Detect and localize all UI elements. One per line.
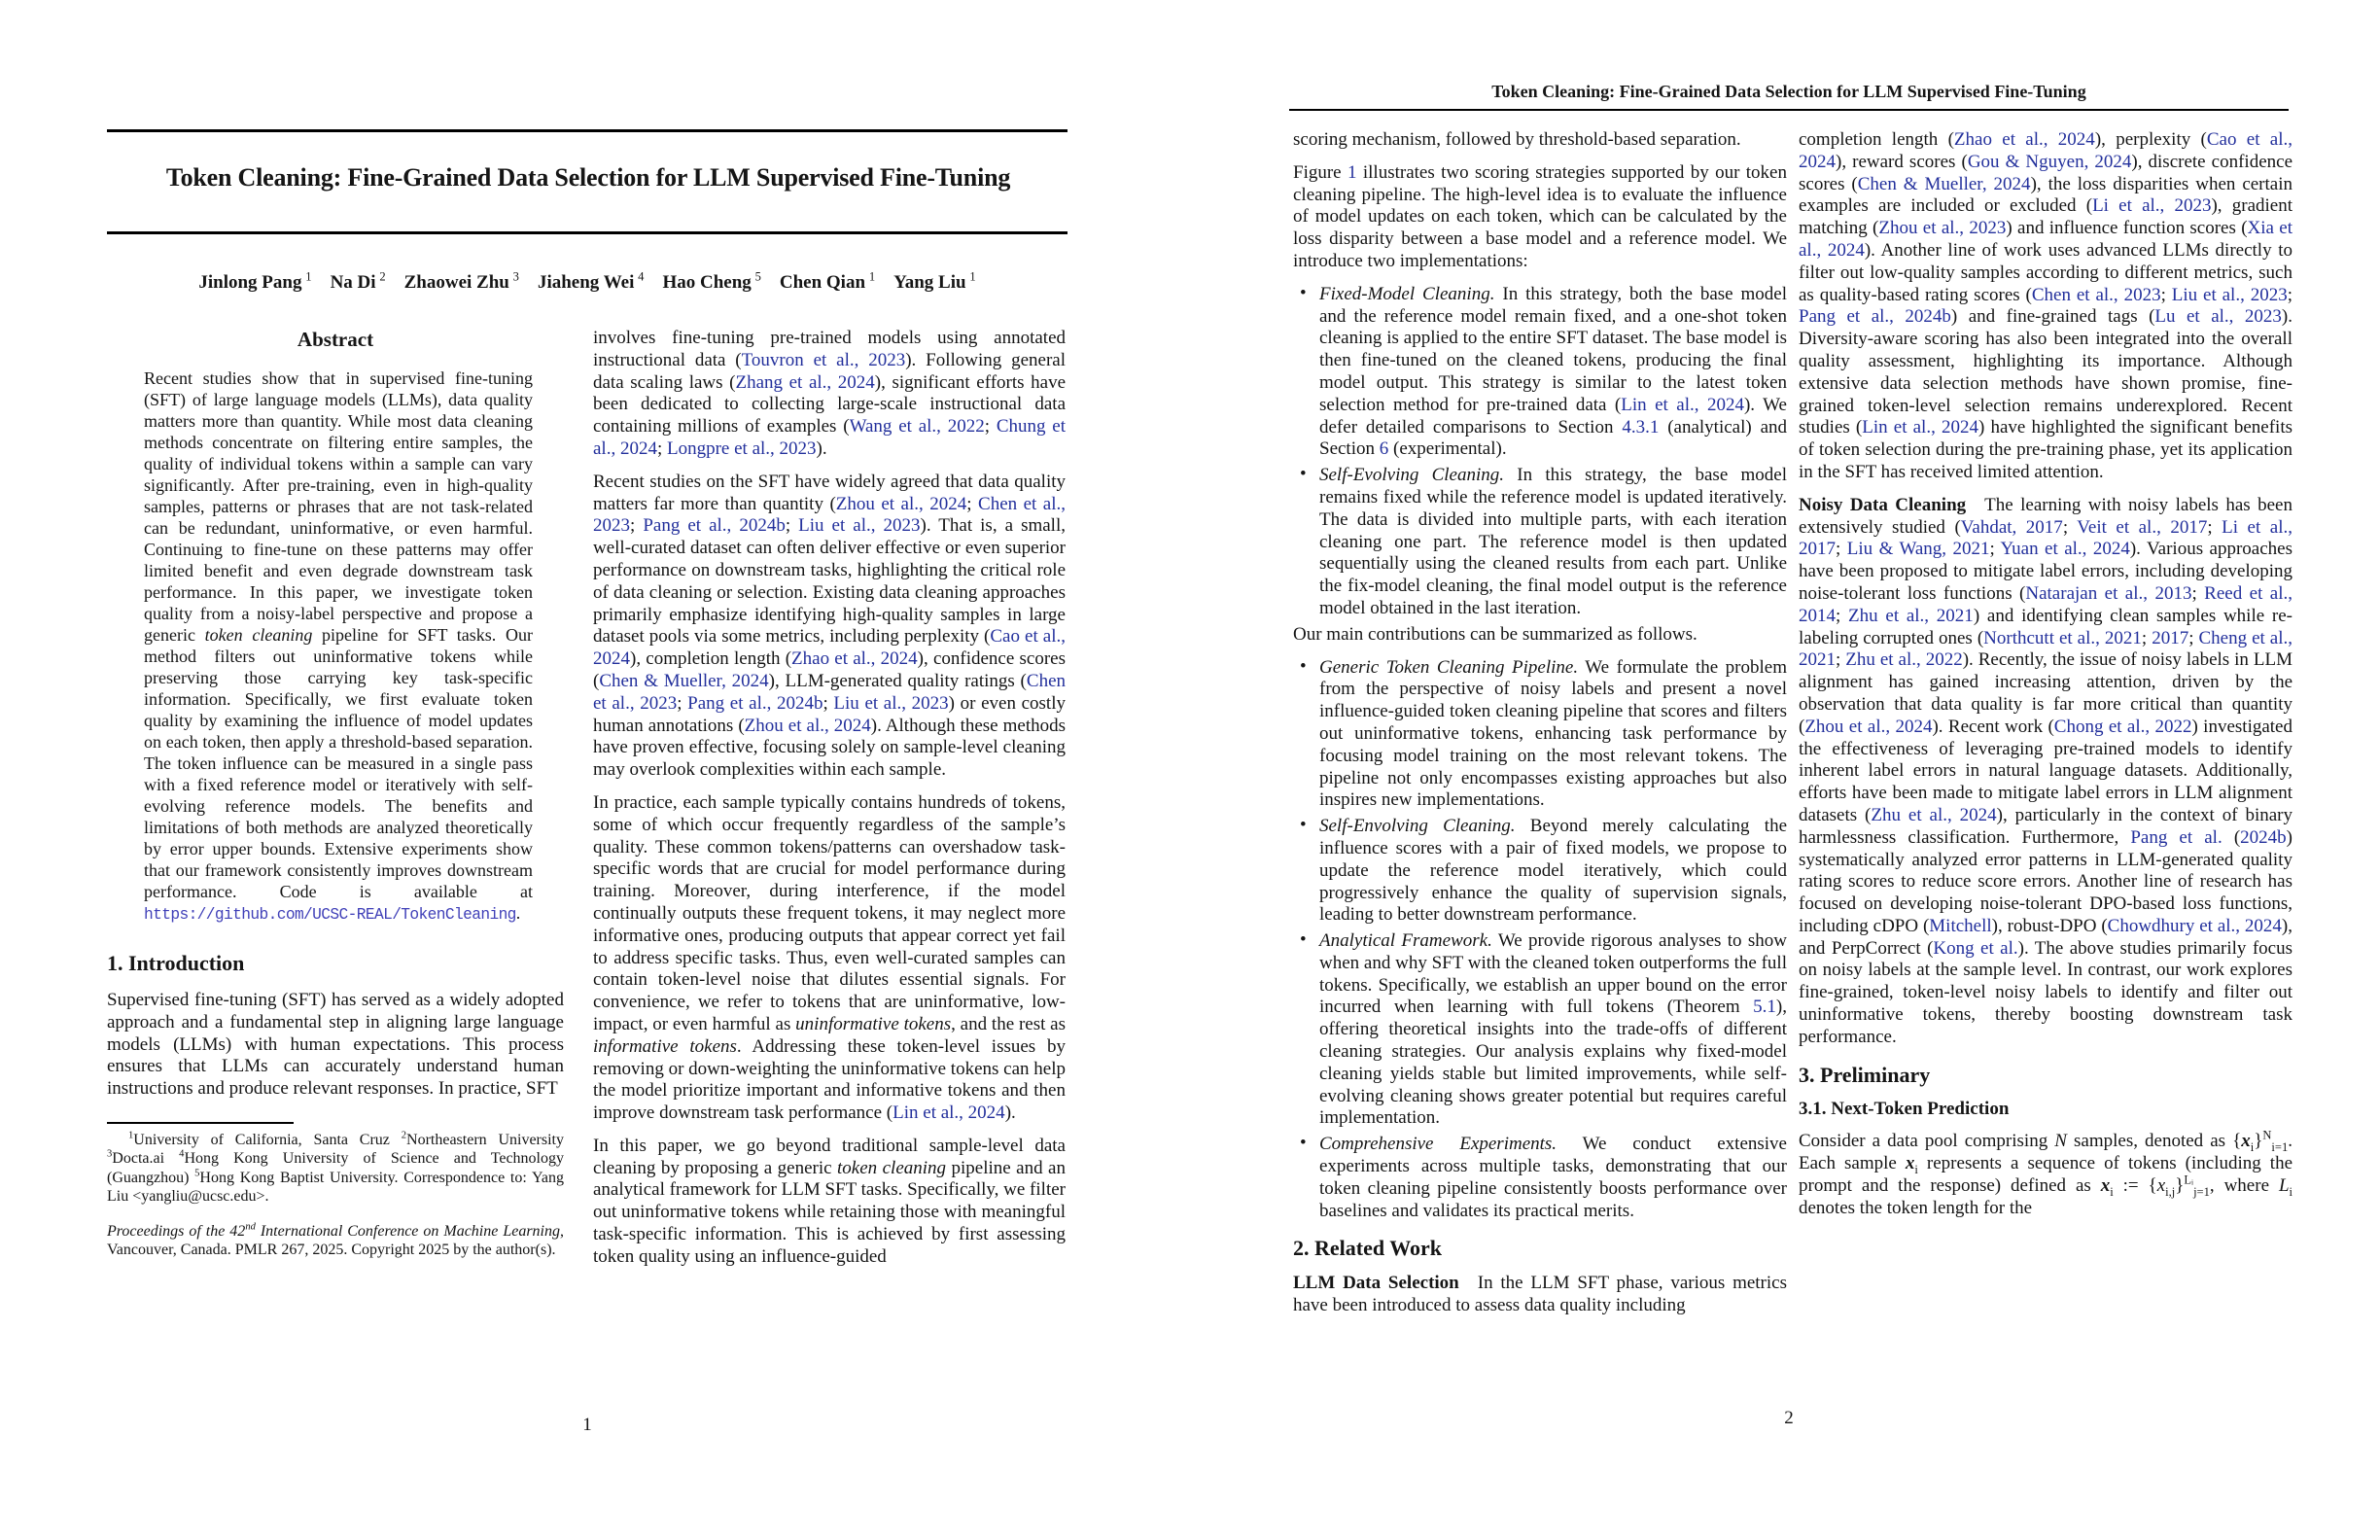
page2-column-right — [1799, 129, 2292, 1230]
citation-link[interactable]: Liu et al., 2023 — [798, 515, 921, 537]
citation-link[interactable]: Chung et al., 2024 — [593, 416, 1066, 459]
citation-link[interactable]: Zhou et al., 2023 — [1878, 218, 2007, 239]
title-rule-top — [107, 129, 1068, 132]
citation-link[interactable]: Lin et al., 2024 — [1621, 394, 1744, 415]
bullet-text: Generic Token Cleaning Pipeline. We formulate the problem from the perspective of noisy labels and present a novel influence-guided token cleaning pipeline that scores and filters out uninformative tokens, enhancing task performance by focusing model training on the most relevant tokens. The pipeline not only encompasses existing approaches but also inspires new implementations. — [1319, 656, 1787, 811]
citation-link[interactable]: Pang et al., 2024b — [643, 515, 786, 537]
page-number-2: 2 — [1784, 1408, 1794, 1428]
citation-link[interactable]: Yuan et al., 2024 — [2000, 539, 2130, 560]
citation-link[interactable]: Xia et al., 2024 — [1799, 218, 2293, 261]
bullet-item — [1293, 284, 1787, 461]
bullet-item — [1293, 930, 1787, 1130]
paragraph: scoring mechanism, followed by threshold-based separation. — [1293, 129, 1741, 150]
citation-link[interactable]: Cao et al., 2024 — [1799, 129, 2293, 172]
paragraph: Consider a data pool comprising N samples, denoted as $\{x_i\}^N_{i=1}$. Each sample $x_i$ represents a sequence of tokens (including the prompt and the response) defined as $x_i$ := $\{x_{i,j}\}^{Lᵢ}_{j=1}$, where $L_i$ denotes the token length for the — [1799, 1128, 2293, 1218]
title-rule-bottom — [107, 231, 1068, 234]
paragraph: In this paper, we go beyond traditional sample-level data cleaning by proposing a generic token cleaning pipeline and an analytical framework for LLM SFT tasks. Specifically, we filter out uninformative tokens while retaining those with meaningful task-specific information. This is achieved by first assessing token quality using an influence-guided — [593, 1135, 1066, 1267]
citation-link[interactable]: 4.3.1 — [1622, 416, 1660, 438]
citation-link[interactable]: 2017 — [2152, 627, 2189, 648]
bullet-icon: • — [1300, 464, 1307, 485]
citation-link[interactable]: Chen et al., 2023 — [593, 493, 1067, 537]
footnote-rule — [107, 1122, 294, 1124]
paragraph: Recent studies on the SFT have widely agreed that data quality matters far more than quantity (Zhou et al., 2024; Chen et al., 2023; Pang et al., 2024b; Liu et al., 2023). That is, a small, well-curated dataset can often deliver effective or even superior performance on downstream tasks, highlighting the critical role of data cleaning or selection. Existing data cleaning approaches primarily emphasize identifying high-quality samples in large dataset pools via some metrics, including perplexity (Cao et al., 2024), completion length (Zhao et al., 2024), confidence scores (Chen & Mueller, 2024), LLM-generated quality ratings (Chen et al., 2023; Pang et al., 2024b; Liu et al., 2023) or even costly human annotations (Zhou et al., 2024). Although these methods have proven effective, focusing solely on sample-level cleaning may overlook complexities within each sample. — [593, 471, 1067, 781]
paragraph: Our main contributions can be summarized as follows. — [1293, 623, 1698, 645]
bullet-icon: • — [1300, 1133, 1307, 1154]
bullet-item — [1293, 816, 1787, 927]
paragraph: completion length (Zhao et al., 2024), perplexity (Cao et al., 2024), reward scores (Gou & Nguyen, 2024), discrete confidence scores (Chen & Mueller, 2024), the loss disparities when certain examples are included or excluded (Li et al., 2023), gradient matching (Zhou et al., 2023) and influence function scores (Xia et al., 2024). Another line of work uses advanced LLMs directly to filter out low-quality samples according to different metrics, such as quality-based rating scores (Chen et al., 2023; Liu et al., 2023; Pang et al., 2024b) and fine-grained tags (Lu et al., 2023). Diversity-aware scoring has also been integrated into the overall quality assessment, highlighting its importance. Although extensive data selection methods have shown promise, fine-grained token-level selection remains underexplored. Recent studies (Lin et al., 2024) have highlighted the significant benefits of token selection during the pre-training phase, yet its application in the SFT has received limited attention. — [1799, 129, 2293, 482]
section-heading: 3. Preliminary — [1799, 1062, 1931, 1087]
citation-link[interactable]: Veit et al., 2017 — [2077, 516, 2208, 538]
citation-link[interactable]: Zhu et al., 2021 — [1848, 605, 1974, 626]
bullet-icon: • — [1300, 282, 1307, 303]
paragraph: Figure 1 illustrates two scoring strategies supported by our token cleaning pipeline. The high-level idea is to evaluate the influence of model updates on each token, which can be calculated by the loss disparity between a base model and a reference model. We introduce two implementations: — [1293, 161, 1787, 271]
citation-link[interactable]: 1 — [1347, 161, 1357, 183]
citation-link[interactable]: Chen & Mueller, 2024 — [599, 670, 769, 691]
citation-link[interactable]: Li et al., 2023 — [2092, 195, 2212, 217]
paper-title: Token Cleaning: Fine-Grained Data Selection for LLM Supervised Fine-Tuning — [165, 163, 1011, 192]
bullet-icon: • — [1300, 929, 1307, 951]
bullet-text: Self-Envolving Cleaning. Beyond merely calculating the influence scores with a pair of fixed models, we propose to update the reference model iteratively, which could progressively enhance the quality of supervision signals, leading to better downstream performance. — [1319, 816, 1787, 926]
citation-link[interactable]: Vahdat, 2017 — [1960, 516, 2063, 538]
citation-link[interactable]: Lin et al., 2024 — [892, 1102, 1005, 1124]
citation-link[interactable]: Li et al., 2017 — [1799, 516, 2292, 560]
paragraph: LLM Data Selection In the LLM SFT phase, various metrics have been introduced to assess data quality including — [1293, 1273, 1787, 1316]
citation-link[interactable]: Zhu et al., 2022 — [1845, 649, 1963, 671]
paragraph: In practice, each sample typically contains hundreds of tokens, some of which occur frequently regardless of the sample’s quality. These common tokens/patterns can overshadow task-specific words that are crucial for model performance during training. Moreover, during interference, if the model continually outputs these frequent tokens, it may neglect more informative ones, producing outputs that appear correct yet fail to address specific tasks. Thus, even well-curated samples can contain token-level noise that dilutes essential signals. For convenience, we refer to tokens that are uninformative, low-impact, or even harmful as uninformative tokens, and the rest as informative tokens. Addressing these token-level issues by removing or down-weighting the uninformative tokens can help the model prioritize important and informative tokens and then improve downstream task performance (Lin et al., 2024). — [593, 791, 1067, 1124]
page-number-1: 1 — [582, 1415, 592, 1435]
citation-link[interactable]: Zhang et al., 2024 — [735, 371, 875, 393]
bullet-item — [1293, 657, 1787, 813]
section-heading: 2. Related Work — [1293, 1236, 1442, 1261]
page-2 — [1190, 0, 2380, 1540]
introduction-paragraph: Supervised fine-tuning (SFT) has served as a widely adopted approach and a fundamental step in aligning large language models (LLMs) with human expectations. This process ensures that LLMs can accurately understand human instructions and produce relevant responses. In practice, SFT — [107, 990, 564, 1100]
proceedings-note: Proceedings of the 42nd International Conference on Machine Learning, Vancouver, Canada. PMLR 267, 2025. Copyright 2025 by the author(s). — [107, 1221, 564, 1259]
authors-line: Jinlong Pang $^1$ Na Di $^2$ Zhaowei Zhu $^3$ Jiaheng Wei $^4$ Hao Cheng $^5$ Chen Qian $^1$ Yang Liu $^1$ — [198, 269, 976, 293]
citation-link[interactable]: 6 — [1379, 438, 1389, 460]
citation-link[interactable]: Mitchell — [1929, 915, 1992, 936]
citation-link[interactable]: Zhou et al., 2024 — [1804, 716, 1933, 737]
citation-link[interactable]: Kong et al. — [1933, 937, 2018, 959]
citation-link[interactable]: Reed et al., 2014 — [1799, 582, 2293, 626]
citation-link[interactable]: Pang et al., 2024b — [687, 692, 823, 714]
citation-link[interactable]: Zhou et al., 2024 — [744, 715, 871, 736]
citation-link[interactable]: Liu et al., 2023 — [833, 692, 949, 714]
page1-column-right — [593, 328, 1066, 1279]
page1-column-left — [107, 328, 564, 1260]
bullet-icon: • — [1300, 815, 1307, 836]
bullet-icon: • — [1300, 655, 1307, 677]
citation-link[interactable]: Chowdhury et al., 2024 — [2107, 915, 2282, 936]
citation-link[interactable]: Pang et al. — [2130, 826, 2222, 848]
citation-link[interactable]: Cao et al., 2024 — [593, 626, 1066, 670]
section-heading: 3.1. Next-Token Prediction — [1799, 1099, 2010, 1120]
citation-link[interactable]: Gou & Nguyen, 2024 — [1967, 151, 2132, 172]
bullet-item — [1293, 1134, 1787, 1222]
bullet-text: Self-Evolving Cleaning. In this strategy, the base model remains fixed while the reference model is updated iteratively. The data is divided into multiple parts, with each iteration cleaning one part. The reference model is then updated sequentially using the cleaned results from each part. Unlike the fix-model cleaning, the final model output is the reference model obtained in the last iteration. — [1319, 465, 1788, 618]
paragraph: involves fine-tuning pre-trained models using annotated instructional data (Touvron et al., 2023). Following general data scaling laws (Zhang et al., 2024), significant efforts have been dedicated to collecting large-scale instructional data containing millions of examples (Wang et al., 2022; Chung et al., 2024; Longpre et al., 2023). — [593, 328, 1067, 459]
bullet-item — [1293, 465, 1787, 620]
abstract-heading: Abstract — [297, 328, 374, 351]
footnote-text: $^1$University of California, Santa Cruz $^2$Northeastern University $^3$Docta.ai $^4$Hong Kong University of Science and Technology (Guangzhou) $^5$Hong Kong Baptist University. Correspondence to: Yang Liu <yangliu@ucsc.edu>. — [107, 1130, 565, 1206]
citation-link[interactable]: Zhao et al., 2024 — [791, 648, 918, 670]
citation-link[interactable]: Zhao et al., 2024 — [1953, 129, 2095, 150]
page2-column-left — [1293, 129, 1787, 1328]
citation-link[interactable]: Chen et al., 2023 — [593, 670, 1066, 714]
paragraph: Noisy Data Cleaning The learning with noisy labels has been extensively studied (Vahdat, 2017; Veit et al., 2017; Li et al., 2017; Liu & Wang, 2021; Yuan et al., 2024). Various approaches have been proposed to mitigate label errors, including developing noise-tolerant loss functions (Natarajan et al., 2013; Reed et al., 2014; Zhu et al., 2021) and identifying clean samples while re-labeling corrupted ones (Northcutt et al., 2021; 2017; Cheng et al., 2021; Zhu et al., 2022). Recently, the issue of noisy labels in LLM alignment has gained increasing attention, driven by the observation that data quality is far more critical than quantity (Zhou et al., 2024). Recent work (Chong et al., 2022) investigated the effectiveness of leveraging pre-trained models to identify inherent label errors in natural language datasets. Additionally, efforts have been made to mitigate label errors in LLM alignment datasets (Zhu et al., 2024), particularly in the context of binary harmlessness classification. Furthermore, Pang et al. (2024b) systematically analyzed error patterns in LLM-generated quality rating scores to reduce score errors. Another line of research has focused on developing noise-tolerant DPO-based loss functions, including cDPO (Mitchell), robust-DPO (Chowdhury et al., 2024), and PerpCorrect (Kong et al.). The above studies primarily focus on noisy labels at the sample level. In contrast, our work explores fine-grained, token-level noisy labels to identify and filter out uninformative tokens, thereby boosting downstream task performance. — [1799, 494, 2293, 1047]
citation-link[interactable]: Northcutt et al., 2021 — [1983, 627, 2142, 648]
citation-link[interactable]: Lu et al., 2023 — [2154, 306, 2282, 328]
bullet-text: Fixed-Model Cleaning. In this strategy, both the base model and the reference model remain fixed, and a one-shot token cleaning is applied to the entire SFT dataset. The base model is then fine-tuned on the cleaned tokens, producing the final model output. This strategy is similar to the latest token selection method for pre-trained data (Lin et al., 2024). We defer detailed comparisons to Section 4.3.1 (analytical) and Section 6 (experimental). — [1319, 283, 1788, 460]
citation-link[interactable]: Liu et al., 2023 — [2171, 284, 2288, 305]
running-header-rule — [1289, 109, 2289, 111]
citation-link[interactable]: Zhou et al., 2024 — [835, 493, 967, 514]
citation-link[interactable]: Chong et al., 2022 — [2053, 716, 2192, 737]
citation-link[interactable]: Cheng et al., 2021 — [1799, 627, 2292, 671]
citation-link[interactable]: 2024b — [2240, 826, 2287, 848]
citation-link[interactable]: 5.1 — [1753, 997, 1776, 1018]
citation-link[interactable]: Wang et al., 2022 — [849, 416, 985, 438]
citation-link[interactable]: Liu & Wang, 2021 — [1846, 539, 1990, 560]
abstract-text: Recent studies show that in supervised fine-tuning (SFT) of large language models (LLMs), data quality matters more than quantity. While most data cleaning methods concentrate on filtering entire samples, the quality of individual tokens within a sample can vary significantly. After pre-training, even in high-quality samples, patterns or phrases that are not task-related can be redundant, uninformative, or even harmful. Continuing to fine-tune on these patterns may offer limited benefit and even degrade downstream task performance. In this paper, we investigate token quality from a noisy-label perspective and propose a generic token cleaning pipeline for SFT tasks. Our method filters out uninformative tokens while preserving those carrying key task-specific information. Specifically, we first evaluate token quality by examining the influence of model updates on each token, then apply a threshold-based separation. The token influence can be measured in a single pass with a fixed reference model or iteratively with self-evolving reference models. The benefits and limitations of both methods are analyzed theoretically by error upper bounds. Extensive experiments show that our framework consistently improves downstream performance. Code is available at https://github.com/UCSC-REAL/TokenCleaning. — [144, 368, 534, 924]
citation-link[interactable]: Lin et al., 2024 — [1862, 417, 1978, 438]
citation-link[interactable]: Touvron et al., 2023 — [741, 349, 906, 370]
introduction-heading: 1. Introduction — [107, 951, 245, 975]
citation-link[interactable]: Natarajan et al., 2013 — [2025, 582, 2192, 604]
code-repo-link[interactable]: https://github.com/UCSC-REAL/TokenCleaning — [144, 906, 516, 924]
citation-link[interactable]: Zhu et al., 2024 — [1871, 804, 1997, 825]
bullet-text: Comprehensive Experiments. We conduct extensive experiments across multiple tasks, demonstrating that our token cleaning pipeline consistently boosts performance over baselines and validates its practical merits. — [1319, 1134, 1787, 1221]
citation-link[interactable]: Longpre et al., 2023 — [667, 438, 817, 459]
citation-link[interactable]: Chen & Mueller, 2024 — [1857, 173, 2031, 194]
running-header: Token Cleaning: Fine-Grained Data Selection for LLM Supervised Fine-Tuning — [1491, 82, 2086, 101]
citation-link[interactable]: Chen et al., 2023 — [2031, 284, 2161, 305]
bullet-text: Analytical Framework. We provide rigorous analyses to show when and why SFT with the cleaned token outperforms the full tokens. Specifically, we establish an upper bound on the error incurred when learning with full tokens (Theorem 5.1), offering theoretical insights into the trade-offs of different cleaning strategies. Our analysis explains why fixed-model cleaning yields stable but limited improvements, while self-evolving cleaning shows greater potential but requires careful implementation. — [1319, 930, 1787, 1129]
citation-link[interactable]: Pang et al., 2024b — [1799, 306, 1951, 328]
